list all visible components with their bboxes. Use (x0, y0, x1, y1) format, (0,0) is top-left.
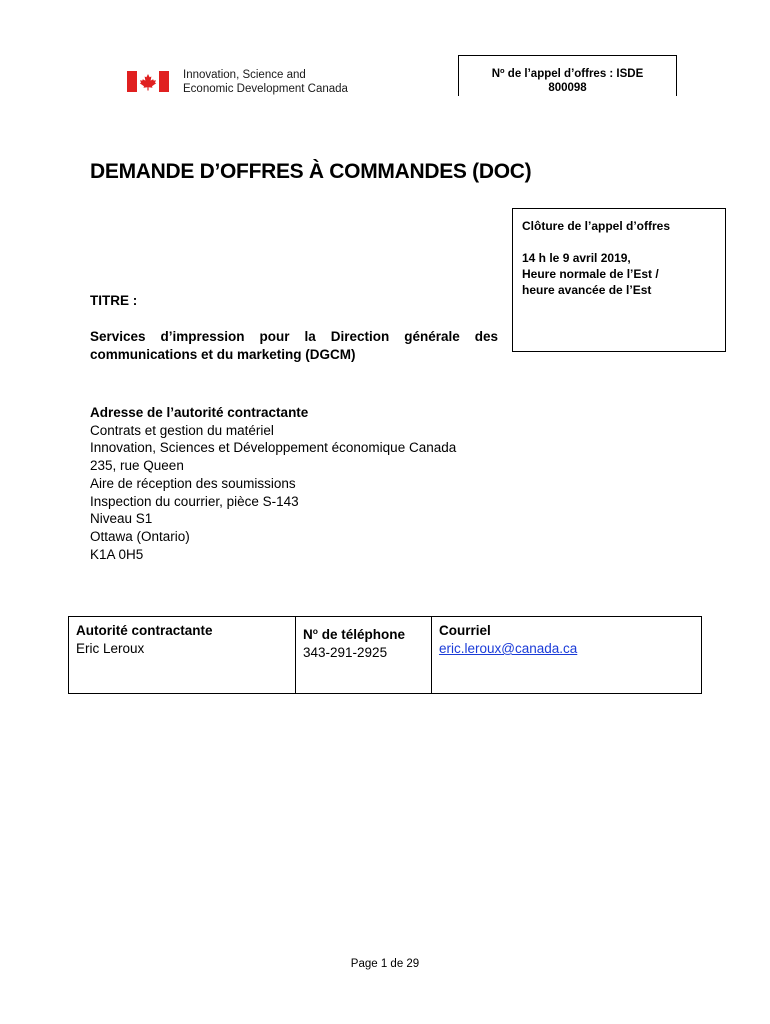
address-heading: Adresse de l’autorité contractante (90, 405, 309, 420)
phone-cell (296, 617, 432, 694)
wordmark-line-2: Economic Development Canada (183, 82, 348, 95)
closing-date-box (512, 208, 726, 352)
rfp-number-box (458, 55, 677, 96)
authority-label: Autorité contractante (76, 623, 213, 638)
authority-value: Eric Leroux (76, 641, 145, 656)
address-line: Inspection du courrier, pièce S-143 (90, 493, 299, 509)
address-line: Niveau S1 (90, 511, 153, 527)
authority-cell (69, 617, 296, 694)
email-label: Courriel (439, 623, 491, 638)
address-line: Ottawa (Ontario) (90, 528, 190, 544)
closing-line-1: 14 h le 9 avril 2019, (522, 251, 631, 265)
address-line: Contrats et gestion du matériel (90, 422, 274, 438)
wordmark-line-1: Innovation, Science and (183, 69, 306, 81)
closing-line-2: Heure normale de l’Est / (522, 267, 659, 281)
rfp-number-value: 800098 (548, 82, 587, 94)
closing-label: Clôture de l’appel d’offres (522, 219, 671, 233)
address-line: K1A 0H5 (90, 546, 144, 562)
phone-value: 343-291-2925 (303, 645, 388, 660)
contracting-authority-address (90, 404, 456, 563)
email-link[interactable]: eric.leroux@canada.ca (439, 641, 578, 656)
address-line: Innovation, Sciences et Développement économique Canada (90, 440, 457, 456)
closing-line-3: heure avancée de l’Est (522, 283, 652, 297)
canada-flag-logo (127, 71, 169, 92)
page-title: DEMANDE D’OFFRES À COMMANDES (DOC) (90, 160, 532, 183)
contact-table (68, 616, 702, 694)
service-title: Services d’impression pour la Direction générale des communications et du marketing (DGCM) (90, 329, 498, 362)
address-line: 235, rue Queen (90, 458, 184, 474)
page-number: Page 1 de 29 (350, 958, 420, 970)
rfp-number-label: $N^o$ de l’appel d’offres : ISDE (491, 66, 644, 80)
department-wordmark (183, 69, 348, 96)
email-cell (432, 617, 702, 694)
titre-label: TITRE : (90, 293, 138, 308)
phone-label: $N^o$ de téléphone (303, 626, 405, 642)
address-line: Aire de réception des soumissions (90, 475, 296, 491)
table-row (69, 617, 702, 694)
